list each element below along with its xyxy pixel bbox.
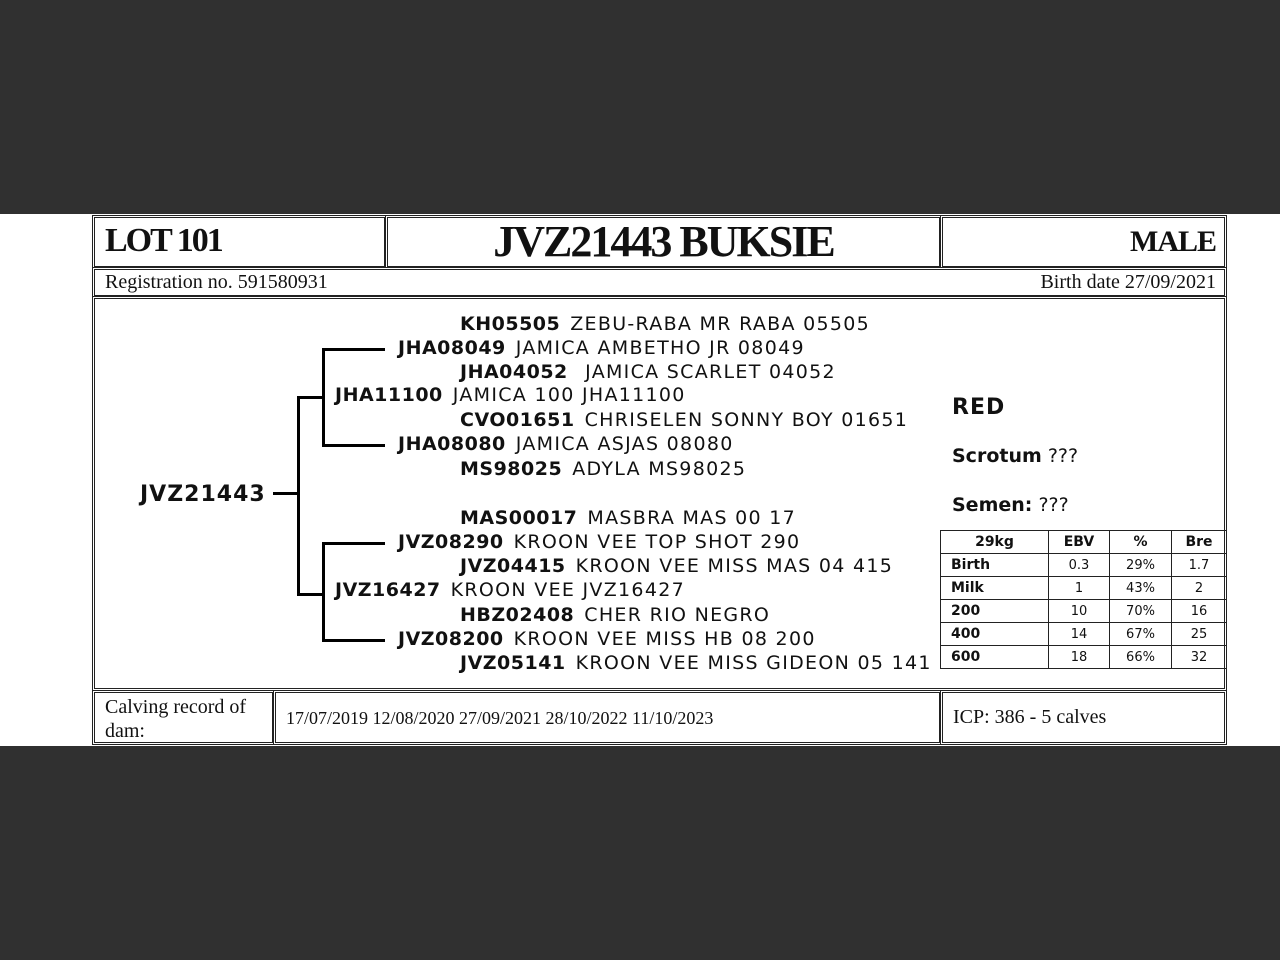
ebv-row-label: 200 (941, 600, 1049, 623)
lot-box (92, 215, 387, 269)
ebv-value: 18 (1049, 646, 1110, 669)
birth-date: Birth date 27/09/2021 (1040, 271, 1216, 293)
pedigree-code: JVZ16427 (335, 579, 441, 601)
pedigree-sire (335, 384, 686, 406)
scrotum-info (952, 445, 1078, 467)
sire-sire-connector (322, 348, 385, 351)
pedigree-dam-sire-dam (460, 555, 893, 577)
pedigree-sire-sire-sire (460, 313, 870, 335)
table-row (941, 600, 1227, 623)
ebv-breed: 25 (1172, 623, 1227, 646)
ebv-header-ebv: EBV (1049, 531, 1110, 554)
pedigree-name: JAMICA SCARLET 04052 (577, 361, 836, 383)
self-connector (273, 492, 298, 495)
ebv-percent: 66% (1110, 646, 1172, 669)
pedigree-code: MAS00017 (460, 507, 578, 529)
pedigree-name: ZEBU-RABA MR RABA 05505 (570, 313, 871, 335)
pedigree-name: CHER RIO NEGRO (584, 604, 771, 626)
pedigree-code: JHA08049 (398, 337, 506, 359)
ebv-breed: 1.7 (1172, 554, 1227, 577)
table-row (941, 554, 1227, 577)
registration-row (92, 267, 1227, 298)
pedigree-dam-dam-sire (460, 604, 770, 626)
pedigree-sire-dam (398, 433, 734, 455)
pedigree-name: KROON VEE MISS GIDEON 05 141 (575, 652, 932, 674)
ebv-breed: 2 (1172, 577, 1227, 600)
calving-dates: 17/07/2019 12/08/2020 27/09/2021 28/10/2022 11/10/2023 (286, 708, 714, 728)
pedigree-sire-dam-sire (460, 409, 908, 431)
ebv-header-weight: 29kg (941, 531, 1049, 554)
ebv-value: 14 (1049, 623, 1110, 646)
pedigree-code: CVO01651 (460, 409, 575, 431)
pedigree-sire-dam-dam (460, 458, 746, 480)
animal-name: JVZ21443 BUKSIE (493, 217, 834, 266)
pedigree-code: JHA11100 (335, 384, 443, 406)
calving-dates-box (273, 690, 942, 745)
ebv-breed: 32 (1172, 646, 1227, 669)
gen1-vertical (297, 396, 300, 595)
sire-dam-connector (322, 444, 385, 447)
sire-connector (297, 396, 323, 399)
pedigree-dam-sire (398, 531, 800, 553)
pedigree-code: KH05505 (460, 313, 561, 335)
pedigree-code: JVZ04415 (460, 555, 566, 577)
ebv-row-label: Birth (941, 554, 1049, 577)
pedigree-name: ADYLA MS98025 (572, 458, 747, 480)
registration-number: Registration no. 591580931 (105, 271, 328, 293)
pedigree-code: JHA08080 (398, 433, 506, 455)
ebv-header-row (941, 531, 1227, 554)
pedigree-sire-sire-dam (460, 361, 836, 383)
ebv-table (940, 530, 1227, 669)
ebv-breed: 16 (1172, 600, 1227, 623)
pedigree-dam-dam-dam (460, 652, 932, 674)
ebv-percent: 70% (1110, 600, 1172, 623)
pedigree-self: JVZ21443 (140, 482, 266, 507)
semen-label: Semen: (952, 494, 1033, 516)
pedigree-sire-sire (398, 337, 805, 359)
pedigree-code: HBZ02408 (460, 604, 575, 626)
dam-vertical (322, 542, 325, 641)
pedigree-code: JVZ05141 (460, 652, 566, 674)
sire-vertical (322, 348, 325, 446)
table-row (941, 623, 1227, 646)
icp-box (940, 690, 1227, 745)
sex-box (940, 215, 1227, 269)
pedigree-name: JAMICA AMBETHO JR 08049 (515, 337, 805, 359)
pedigree-name: KROON VEE TOP SHOT 290 (513, 531, 801, 553)
ebv-value: 0.3 (1049, 554, 1110, 577)
pedigree-name: KROON VEE JVZ16427 (450, 579, 685, 601)
lot-number: LOT 101 (105, 222, 222, 259)
animal-sex: MALE (1130, 225, 1216, 258)
ebv-percent: 67% (1110, 623, 1172, 646)
pedigree-name: KROON VEE MISS HB 08 200 (513, 628, 816, 650)
calving-label: Calving record of dam: (105, 696, 247, 742)
pedigree-dam-dam (398, 628, 816, 650)
ebv-row-label: 400 (941, 623, 1049, 646)
dam-sire-connector (322, 542, 385, 545)
pedigree-name: JAMICA ASJAS 08080 (515, 433, 734, 455)
icp-value: ICP: 386 - 5 calves (953, 706, 1107, 728)
semen-info (952, 494, 1069, 516)
animal-name-box (385, 215, 942, 269)
pedigree-dam-sire-sire (460, 507, 796, 529)
pedigree-name: KROON VEE MISS MAS 04 415 (575, 555, 894, 577)
pedigree-name: CHRISELEN SONNY BOY 01651 (584, 409, 909, 431)
scrotum-label: Scrotum (952, 445, 1042, 467)
semen-value: ??? (1038, 494, 1069, 516)
calving-label-box (92, 690, 275, 745)
pedigree-code: JVZ08290 (398, 531, 504, 553)
ebv-row-label: Milk (941, 577, 1049, 600)
ebv-header-bre: Bre (1172, 531, 1227, 554)
pedigree-dam (335, 579, 685, 601)
ebv-header-pct: % (1110, 531, 1172, 554)
scrotum-value: ??? (1047, 445, 1079, 467)
pedigree-code: JHA04052 (460, 361, 568, 383)
pedigree-name: MASBRA MAS 00 17 (587, 507, 797, 529)
ebv-value: 1 (1049, 577, 1110, 600)
dam-connector (297, 593, 323, 596)
table-row (941, 577, 1227, 600)
dam-dam-connector (322, 639, 385, 642)
pedigree-code: MS98025 (460, 458, 563, 480)
animal-color: RED (952, 395, 1006, 420)
ebv-row-label: 600 (941, 646, 1049, 669)
ebv-percent: 29% (1110, 554, 1172, 577)
ebv-percent: 43% (1110, 577, 1172, 600)
pedigree-code: JVZ08200 (398, 628, 504, 650)
table-row (941, 646, 1227, 669)
pedigree-name: JAMICA 100 JHA11100 (452, 384, 686, 406)
ebv-value: 10 (1049, 600, 1110, 623)
